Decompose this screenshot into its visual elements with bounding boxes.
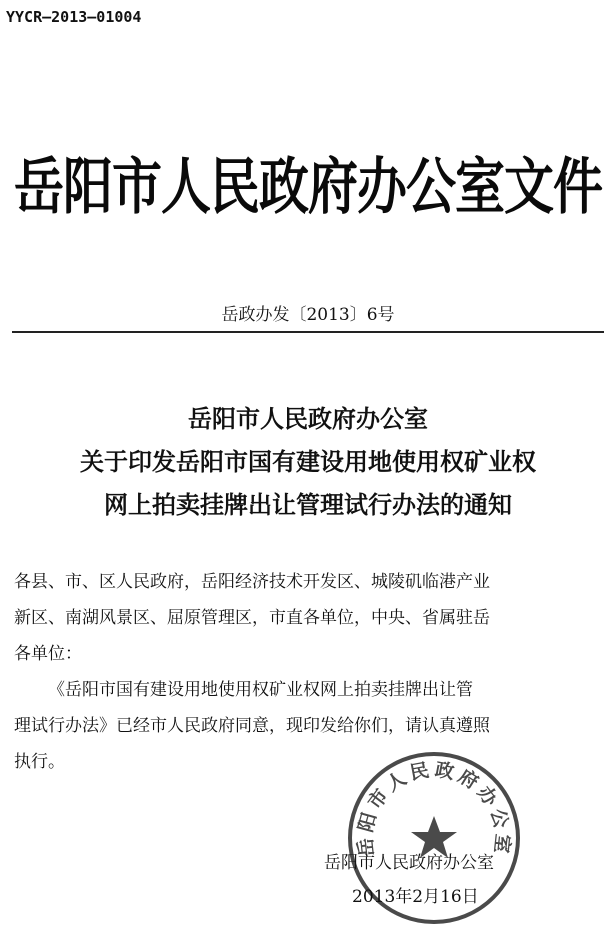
notice-title-line-1: 岳阳市人民政府办公室 (188, 405, 428, 433)
addressees-line-2: 新区、南湖风景区、屈原管理区，市直各单位，中央、省属驻岳 (14, 608, 490, 628)
addressees-line-3: 各单位： (14, 644, 82, 664)
issuer-name: 岳阳市人民政府办公室 (324, 853, 494, 873)
issue-date: 2013年2月16日 (352, 887, 479, 907)
paragraph-line-2: 理试行办法》已经市人民政府同意，现印发给你们，请认真遵照 (14, 716, 490, 736)
header-divider (12, 331, 604, 333)
notice-body (14, 564, 610, 780)
notice-title (0, 398, 616, 527)
paragraph-line-3: 执行。 (14, 752, 65, 772)
notice-title-line-3: 网上拍卖挂牌出让管理试行办法的通知 (104, 491, 512, 519)
addressees-line-1: 各县、市、区人民政府，岳阳经济技术开发区、城陵矶临港产业 (14, 572, 490, 592)
document-number: 岳政办发〔2013〕6号 (221, 305, 395, 325)
document-header-title: 岳阳市人民政府办公室文件 (14, 151, 602, 223)
paragraph-line-1: 《岳阳市国有建设用地使用权矿业权网上拍卖挂牌出让管 (48, 680, 473, 700)
document-id: YYCR—2013—01004 (6, 8, 142, 26)
seal-text: 岳阳市人民政府办公室 (354, 758, 514, 859)
notice-title-line-2: 关于印发岳阳市国有建设用地使用权矿业权 (80, 448, 536, 476)
addressees (14, 564, 610, 672)
